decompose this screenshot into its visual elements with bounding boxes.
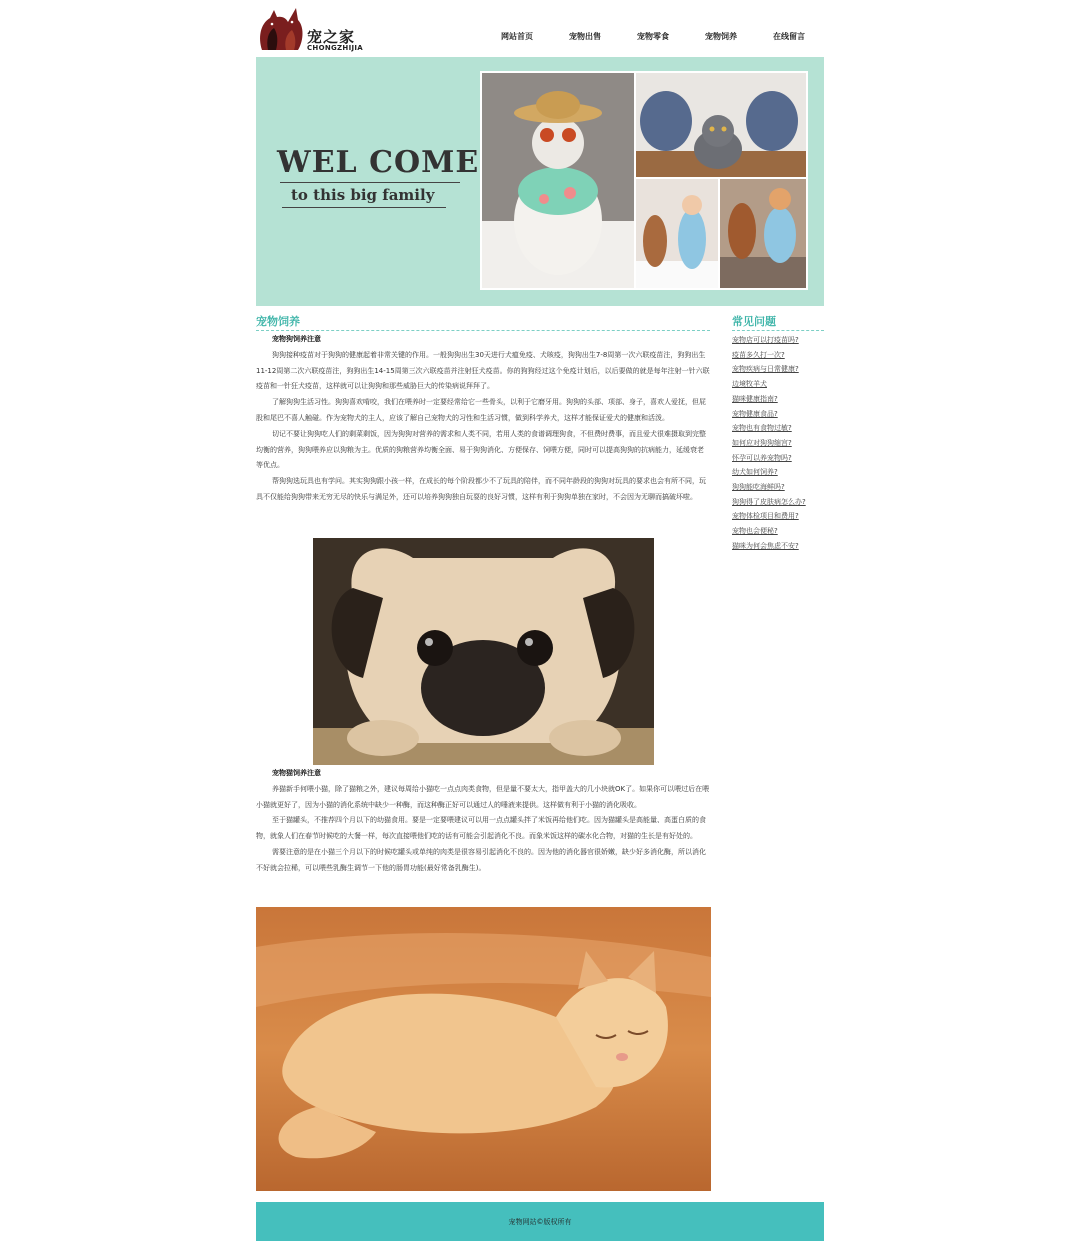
welcome-heading: WEL COME — [277, 145, 480, 180]
cat-care-article — [256, 766, 710, 877]
faq-link[interactable]: 宠物疾病与日常健康? — [732, 365, 799, 374]
logo-title: 宠之家 — [307, 28, 356, 46]
article-paragraph: 至于猫罐头，不推荐四个月以下的幼猫食用。要是一定要喂建议可以用一点点罐头拌了米饭再给他们吃。因为猫罐头是高能量、高蛋白质的食物，就象人们在春节时候吃的大餐一样，每次直接喂他们吃的话有可能会引起消化不良。而象米饭这样的碳水化合物，对猫的生长是有好处的。 — [256, 816, 706, 841]
site-header — [256, 0, 824, 57]
pet-photos-image — [480, 71, 808, 290]
article-paragraph: 帮狗狗选玩具也有学问。其实狗狗跟小孩一样，在成长的每个阶段都少不了玩具的陪伴，而不同年龄段的狗狗对玩具的要求也会有所不同，玩具不仅能给狗狗带来无穷无尽的快乐与满足外，还可以培养狗狗独自玩耍的良好习惯，这样有利于狗狗单独在家时，不会因为无聊而搞破坏啦。 — [256, 477, 706, 501]
pug-photo — [313, 538, 654, 765]
welcome-banner — [256, 57, 824, 306]
logo-subtitle: CHONGZHIJIA — [307, 44, 364, 52]
site-logo[interactable] — [256, 4, 376, 52]
faq-title-divider — [732, 330, 824, 331]
dog-care-article — [256, 332, 710, 506]
welcome-underline — [282, 207, 446, 208]
faq-link[interactable]: 宠物健康食品? — [732, 409, 778, 418]
nav-home[interactable]: 网站首页 — [501, 32, 533, 41]
faq-link[interactable]: 狗狗得了皮肤病怎么办? — [732, 497, 806, 506]
nav-pet-sale[interactable]: 宠物出售 — [569, 32, 601, 41]
cat-dog-logo-icon — [256, 4, 308, 52]
faq-link[interactable]: 宠物店可以打疫苗吗? — [732, 336, 799, 344]
main-title-divider — [256, 330, 710, 331]
faq-link[interactable]: 宠物体检项目和费用? — [732, 512, 799, 521]
article-paragraph: 了解狗狗生活习性。狗狗喜欢啃咬，我们在喂养时一定要经常给它一些骨头，以利于它磨牙用。狗狗的头部、项部、身子，喜欢人爱抚，但屁股和尾巴不喜人触碰。作为宠物犬的主人，应该了解自己宠物犬的习性和生活习惯，做到科学养犬，这样才能保证爱犬的健康和活泼。 — [256, 398, 706, 422]
faq-link[interactable]: 疫苗多久打一次? — [732, 350, 785, 359]
nav-pet-snacks[interactable]: 宠物零食 — [637, 32, 669, 41]
article-paragraph: 需要注意的是在小猫三个月以下的时候吃罐头或单纯的肉类是很容易引起消化不良的。因为他的消化器官很娇嫩，缺少好多消化酶，所以消化不好就会拉稀，可以喂些乳酶生调节一下他的肠胃功能(最好常备乳酶生)。 — [256, 847, 706, 872]
faq-link[interactable]: 边境牧羊犬 — [732, 380, 767, 389]
article-paragraph: 狗狗接种疫苗对于狗狗的健康起着非常关键的作用。一般狗狗出生30天进行犬瘟免疫、犬咳疫，狗狗出生7-8周第一次六联疫苗注，狗狗出生11-12周第二次六联疫苗注，狗狗出生14-15周第三次六联疫苗并注射狂犬疫苗。你的狗狗经过这个免疫计划后，以后要做的就是每年注射一针六联疫苗和一针狂犬疫苗，这样就可以让狗狗和那些威胁巨大的传染病说拜拜了。 — [256, 350, 710, 391]
faq-link[interactable]: 狗狗能吃海鲜吗? — [732, 483, 785, 492]
faq-link[interactable]: 猫咪健康指南? — [732, 394, 778, 403]
article-paragraph: 切记不要让狗狗吃人们的剩菜剩饭，因为狗狗对营养的需求和人类不同，若用人类的食谱调理狗食，不但费时费事，而且爱犬很难摄取到完整均衡的营养，狗狗喂养应以狗粮为主。优质的狗粮营养均衡全面、易于狗狗消化、方便保存、饲喂方便，同时可以提高狗狗的抗病能力，延缓衰老等优点。 — [256, 429, 706, 470]
cat-section-heading: 宠物猫饲养注意 — [272, 769, 321, 777]
welcome-divider — [280, 182, 460, 183]
welcome-subtitle: to this big family — [291, 186, 435, 204]
faq-link[interactable]: 怀孕可以养宠物吗? — [732, 453, 792, 462]
nav-messages[interactable]: 在线留言 — [773, 32, 805, 41]
faq-list — [732, 333, 824, 554]
faq-link[interactable]: 幼犬如何饲养? — [732, 468, 778, 477]
sleeping-cat-photo — [256, 907, 711, 1191]
faq-title: 常见问题 — [732, 315, 776, 328]
dog-section-heading: 宠物狗饲养注意 — [272, 335, 321, 343]
pug-image — [313, 538, 654, 765]
main-section-title: 宠物饲养 — [256, 315, 300, 328]
page-wrapper — [256, 0, 824, 1241]
copyright-text: 宠物网站©版权所有 — [508, 1218, 572, 1226]
faq-link[interactable]: 猫咪为何会焦虑不安? — [732, 541, 799, 550]
faq-link[interactable]: 如何应对狗狗缩宫? — [732, 438, 792, 447]
sleeping-cat-image — [256, 907, 711, 1191]
site-footer — [256, 1202, 824, 1241]
article-paragraph: 养猫新手何喂小猫，除了猫粮之外，建议每周给小猫吃一点点肉类食物，但是量不要太大，指甲盖大的几小块就OK了。如果你可以喂过后在喂小猫就更好了，因为小猫的消化系统中缺少一种酶，而这种酶正好可以通过人的唾液来提供。这样做有利于小猫的消化吸收。 — [256, 784, 710, 809]
nav-pet-care[interactable]: 宠物饲养 — [705, 32, 737, 41]
faq-link[interactable]: 宠物也有食物过敏? — [732, 424, 792, 433]
faq-link[interactable]: 宠物也会便秘? — [732, 527, 778, 536]
main-nav — [484, 31, 824, 45]
banner-photo-collage — [480, 71, 808, 290]
